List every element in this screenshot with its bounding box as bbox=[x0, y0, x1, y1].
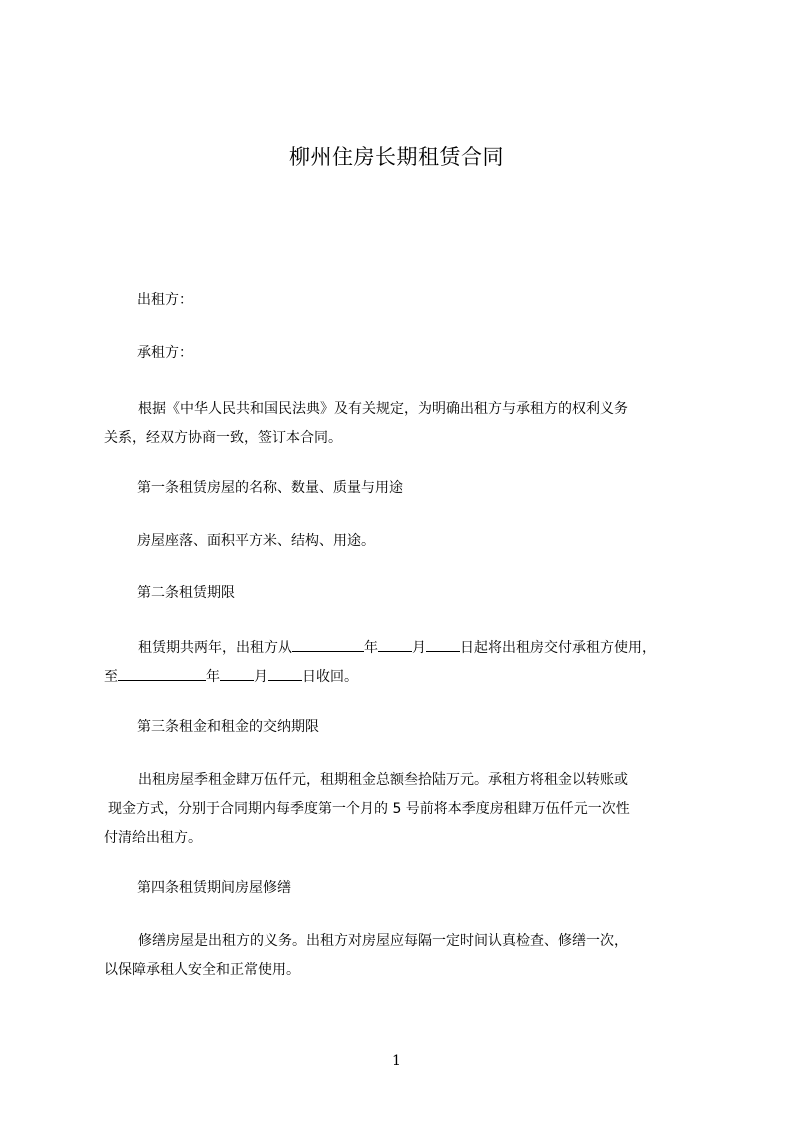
article-2-heading: 第二条租赁期限 bbox=[137, 585, 235, 601]
month-blank bbox=[378, 636, 412, 652]
end-month-label: 月 bbox=[254, 669, 268, 685]
article-2-line-1-end: 日起将出租房交付承租方使用， bbox=[460, 640, 656, 656]
lessee-label: 承租方： bbox=[137, 345, 193, 361]
page-number: 1 bbox=[392, 1053, 401, 1069]
article-2-line-2-start: 至 bbox=[104, 669, 118, 685]
article-4-line-2: 以保障承租人安全和正常使用。 bbox=[104, 962, 300, 978]
document-title: 柳州住房长期租赁合同 bbox=[289, 145, 504, 169]
article-3-line-3: 付清给出租方。 bbox=[104, 830, 202, 846]
article-4-heading: 第四条租赁期间房屋修缮 bbox=[137, 880, 291, 896]
end-year-label: 年 bbox=[206, 669, 220, 685]
month-label: 月 bbox=[412, 640, 426, 656]
article-1-body: 房屋座落、面积平方米、结构、用途。 bbox=[137, 533, 375, 549]
end-year-blank bbox=[118, 665, 206, 681]
article-2-line-1-start: 租赁期共两年，出租方从 bbox=[138, 640, 292, 656]
end-day-blank bbox=[268, 665, 302, 681]
article-3-paragraph bbox=[104, 766, 704, 853]
article-2-line-2-end: 日收回。 bbox=[302, 669, 358, 685]
year-blank bbox=[292, 636, 364, 652]
end-month-blank bbox=[220, 665, 254, 681]
article-4-line-1: 修缮房屋是出租方的义务。出租方对房屋应每隔一定时间认真检查、修缮一次， bbox=[138, 933, 628, 949]
article-2-line-2 bbox=[104, 663, 704, 692]
article-2-paragraph bbox=[104, 634, 704, 692]
intro-line-1: 根据《中华人民共和国民法典》及有关规定，为明确出租方与承租方的权利义务 bbox=[138, 401, 628, 417]
article-4-paragraph bbox=[104, 927, 704, 985]
article-3-line-1: 出租房屋季租金肆万伍仟元，租期租金总额叁拾陆万元。承租方将租金以转账或 bbox=[138, 772, 628, 788]
lessor-label: 出租方： bbox=[137, 292, 193, 308]
year-label: 年 bbox=[364, 640, 378, 656]
article-3-line-2: 现金方式，分别于合同期内每季度第一个月的 5 号前将本季度房租肆万伍仟元一次性 bbox=[108, 801, 630, 817]
intro-line-2: 关系，经双方协商一致，签订本合同。 bbox=[104, 430, 342, 446]
day-blank bbox=[426, 636, 460, 652]
article-3-heading: 第三条租金和租金的交纳期限 bbox=[137, 719, 319, 735]
article-1-heading: 第一条租赁房屋的名称、数量、质量与用途 bbox=[137, 480, 403, 496]
article-2-line-1 bbox=[104, 634, 704, 663]
intro-paragraph bbox=[104, 395, 704, 453]
